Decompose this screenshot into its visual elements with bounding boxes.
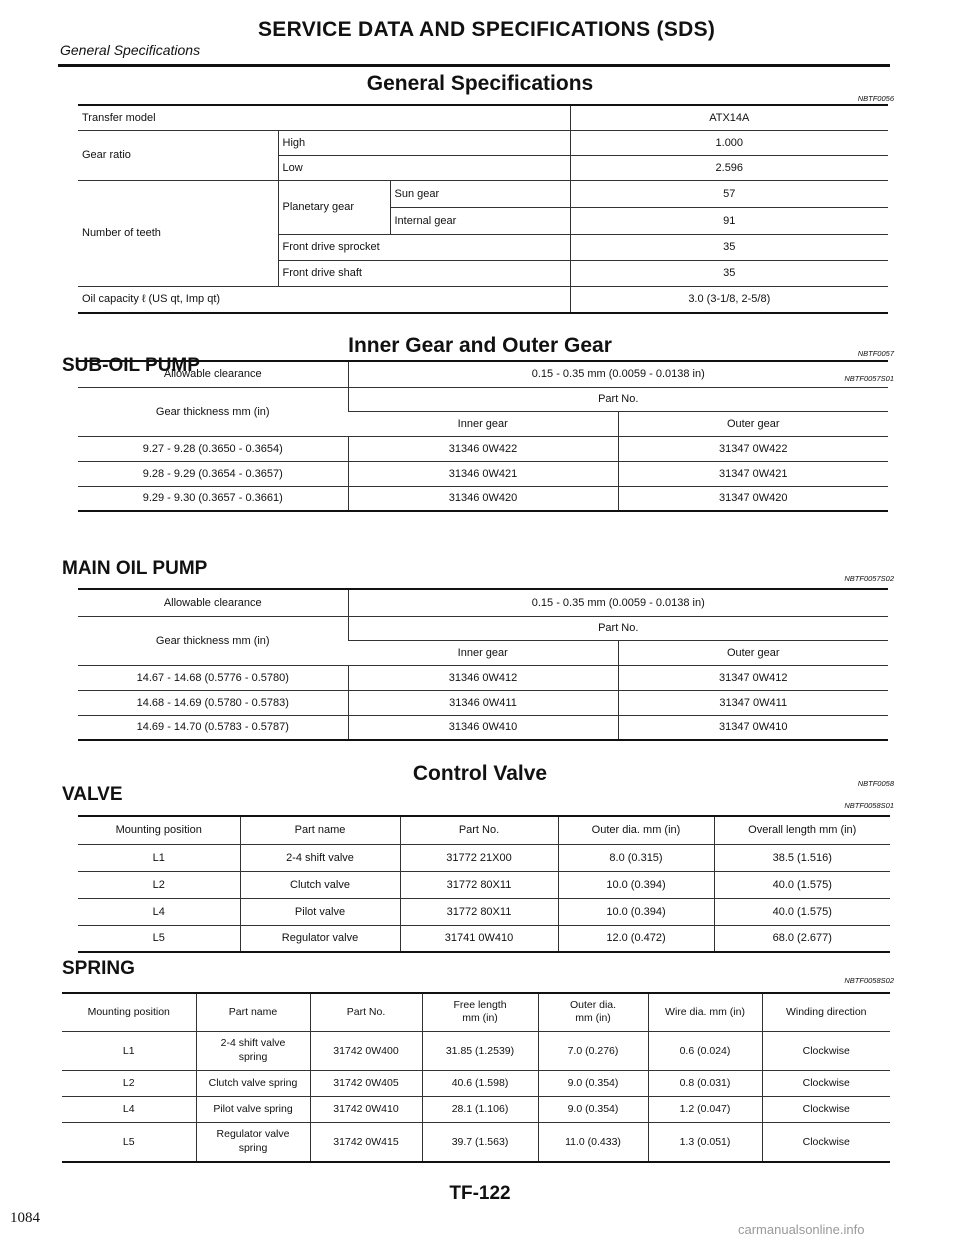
- valve-cell: 8.0 (0.315): [558, 844, 714, 871]
- inner-gear-label: Inner gear: [348, 411, 618, 436]
- sub-oil-heading: SUB-OIL PUMP: [62, 355, 200, 376]
- main-oil-table: [78, 588, 888, 741]
- spring-header: Part No.: [310, 993, 422, 1031]
- clearance-label: Allowable clearance: [78, 361, 348, 387]
- valve-cell: Regulator valve: [240, 925, 400, 952]
- inner-part: 31346 0W411: [348, 690, 618, 715]
- outer-part: 31347 0W422: [618, 436, 888, 461]
- general-spec-title: General Specifications: [366, 72, 594, 95]
- sub-oil-table: [78, 360, 888, 512]
- page-title: SERVICE DATA AND SPECIFICATIONS (SDS): [258, 18, 716, 41]
- valve-cell: 31772 80X11: [400, 871, 558, 898]
- main-oil-heading: MAIN OIL PUMP: [62, 558, 208, 579]
- spring-table: [62, 992, 890, 1163]
- inner-part: 31346 0W412: [348, 665, 618, 690]
- page-code: TF-122: [449, 1183, 511, 1204]
- spring-cell: Clockwise: [762, 1096, 890, 1122]
- valve-cell: L2: [78, 871, 240, 898]
- watermark: carmanualsonline.info: [738, 1222, 865, 1237]
- header-subtitle: General Specifications: [60, 42, 201, 58]
- header-rule: [58, 64, 890, 67]
- spring-code: NBTF0058S02: [844, 976, 894, 985]
- outer-gear-label: Outer gear: [618, 411, 888, 436]
- spring-cell: L1: [62, 1031, 196, 1070]
- gear-ratio-label: Gear ratio: [78, 130, 278, 180]
- spring-cell: 2-4 shift valve spring: [196, 1031, 310, 1070]
- thickness-value: 14.68 - 14.69 (0.5780 - 0.5783): [78, 690, 348, 715]
- spring-cell: 31742 0W415: [310, 1122, 422, 1162]
- main-oil-code: NBTF0057S02: [844, 574, 894, 583]
- sprocket-value: 35: [570, 234, 888, 260]
- valve-cell: 68.0 (2.677): [714, 925, 890, 952]
- low-value: 2.596: [570, 155, 888, 180]
- valve-cell: 31772 80X11: [400, 898, 558, 925]
- inner-part: 31346 0W420: [348, 486, 618, 511]
- low-label: Low: [278, 155, 570, 180]
- general-spec-code: NBTF0056: [857, 94, 894, 103]
- thickness-value: 14.69 - 14.70 (0.5783 - 0.5787): [78, 715, 348, 740]
- valve-code: NBTF0058S01: [844, 801, 894, 810]
- valve-heading: VALVE: [62, 784, 123, 805]
- thickness-label: Gear thickness mm (in): [78, 616, 348, 665]
- valve-cell: L4: [78, 898, 240, 925]
- outer-part: 31347 0W410: [618, 715, 888, 740]
- oil-capacity-label: Oil capacity ℓ (US qt, Imp qt): [78, 286, 570, 313]
- inner-gear-label: Inner gear: [348, 640, 618, 665]
- general-spec-table: [78, 104, 888, 314]
- valve-cell: L5: [78, 925, 240, 952]
- internal-gear-value: 91: [570, 207, 888, 234]
- shaft-label: Front drive shaft: [278, 260, 570, 286]
- outer-part: 31347 0W421: [618, 461, 888, 486]
- thickness-value: 9.28 - 9.29 (0.3654 - 0.3657): [78, 461, 348, 486]
- outer-part: 31347 0W412: [618, 665, 888, 690]
- control-valve-code: NBTF0058: [857, 779, 894, 788]
- clearance-value: 0.15 - 0.35 mm (0.0059 - 0.0138 in): [348, 361, 888, 387]
- spring-cell: 31742 0W400: [310, 1031, 422, 1070]
- spring-cell: 40.6 (1.598): [422, 1070, 538, 1096]
- spring-cell: 28.1 (1.106): [422, 1096, 538, 1122]
- high-value: 1.000: [570, 130, 888, 155]
- spring-cell: 0.6 (0.024): [648, 1031, 762, 1070]
- part-no-label: Part No.: [348, 616, 888, 640]
- shaft-value: 35: [570, 260, 888, 286]
- sprocket-label: Front drive sprocket: [278, 234, 570, 260]
- spring-heading: SPRING: [62, 958, 135, 979]
- spring-cell: L2: [62, 1070, 196, 1096]
- spring-cell: 7.0 (0.276): [538, 1031, 648, 1070]
- spring-header: Outer dia. mm (in): [538, 993, 648, 1031]
- spring-cell: 39.7 (1.563): [422, 1122, 538, 1162]
- valve-cell: 31741 0W410: [400, 925, 558, 952]
- spring-cell: 31742 0W410: [310, 1096, 422, 1122]
- spring-cell: 11.0 (0.433): [538, 1122, 648, 1162]
- transfer-model-value: ATX14A: [570, 105, 888, 130]
- inner-outer-title: Inner Gear and Outer Gear: [348, 334, 612, 357]
- spring-header: Mounting position: [62, 993, 196, 1031]
- inner-outer-code: NBTF0057: [857, 349, 894, 358]
- valve-header: Part name: [240, 816, 400, 844]
- page-number: 1084: [10, 1210, 40, 1226]
- valve-cell: Clutch valve: [240, 871, 400, 898]
- spring-cell: Regulator valve spring: [196, 1122, 310, 1162]
- outer-gear-label: Outer gear: [618, 640, 888, 665]
- spring-header: Wire dia. mm (in): [648, 993, 762, 1031]
- clearance-value: 0.15 - 0.35 mm (0.0059 - 0.0138 in): [348, 589, 888, 616]
- valve-header: Mounting position: [78, 816, 240, 844]
- teeth-label: Number of teeth: [78, 180, 278, 286]
- sun-gear-value: 57: [570, 180, 888, 207]
- planetary-label: Planetary gear: [278, 180, 390, 234]
- spring-cell: Pilot valve spring: [196, 1096, 310, 1122]
- outer-part: 31347 0W420: [618, 486, 888, 511]
- internal-gear-label: Internal gear: [390, 207, 570, 234]
- valve-table: [78, 815, 890, 953]
- valve-cell: 40.0 (1.575): [714, 898, 890, 925]
- valve-cell: 2-4 shift valve: [240, 844, 400, 871]
- outer-part: 31347 0W411: [618, 690, 888, 715]
- valve-cell: 12.0 (0.472): [558, 925, 714, 952]
- thickness-value: 14.67 - 14.68 (0.5776 - 0.5780): [78, 665, 348, 690]
- spring-cell: 1.2 (0.047): [648, 1096, 762, 1122]
- spring-header: Winding direction: [762, 993, 890, 1031]
- inner-part: 31346 0W410: [348, 715, 618, 740]
- valve-cell: 40.0 (1.575): [714, 871, 890, 898]
- spring-cell: 1.3 (0.051): [648, 1122, 762, 1162]
- spring-cell: L4: [62, 1096, 196, 1122]
- valve-cell: 31772 21X00: [400, 844, 558, 871]
- valve-cell: 10.0 (0.394): [558, 871, 714, 898]
- high-label: High: [278, 130, 570, 155]
- thickness-value: 9.29 - 9.30 (0.3657 - 0.3661): [78, 486, 348, 511]
- valve-cell: L1: [78, 844, 240, 871]
- transfer-model-label: Transfer model: [78, 105, 570, 130]
- spring-cell: L5: [62, 1122, 196, 1162]
- spring-cell: Clockwise: [762, 1070, 890, 1096]
- spring-cell: 9.0 (0.354): [538, 1096, 648, 1122]
- clearance-label: Allowable clearance: [78, 589, 348, 616]
- valve-header: Part No.: [400, 816, 558, 844]
- valve-cell: 38.5 (1.516): [714, 844, 890, 871]
- valve-cell: 10.0 (0.394): [558, 898, 714, 925]
- valve-cell: Pilot valve: [240, 898, 400, 925]
- thickness-label: Gear thickness mm (in): [78, 387, 348, 436]
- spring-cell: 9.0 (0.354): [538, 1070, 648, 1096]
- sub-oil-code: NBTF0057S01: [844, 374, 894, 383]
- oil-capacity-value: 3.0 (3-1/8, 2-5/8): [570, 286, 888, 313]
- spring-cell: Clutch valve spring: [196, 1070, 310, 1096]
- part-no-label: Part No.: [348, 387, 888, 411]
- sun-gear-label: Sun gear: [390, 180, 570, 207]
- inner-part: 31346 0W422: [348, 436, 618, 461]
- spring-header: Part name: [196, 993, 310, 1031]
- valve-header: Outer dia. mm (in): [558, 816, 714, 844]
- spring-cell: Clockwise: [762, 1122, 890, 1162]
- control-valve-title: Control Valve: [412, 762, 548, 785]
- spring-cell: Clockwise: [762, 1031, 890, 1070]
- spring-cell: 0.8 (0.031): [648, 1070, 762, 1096]
- inner-part: 31346 0W421: [348, 461, 618, 486]
- spring-header: Free length mm (in): [422, 993, 538, 1031]
- valve-header: Overall length mm (in): [714, 816, 890, 844]
- spring-cell: 31.85 (1.2539): [422, 1031, 538, 1070]
- spring-cell: 31742 0W405: [310, 1070, 422, 1096]
- thickness-value: 9.27 - 9.28 (0.3650 - 0.3654): [78, 436, 348, 461]
